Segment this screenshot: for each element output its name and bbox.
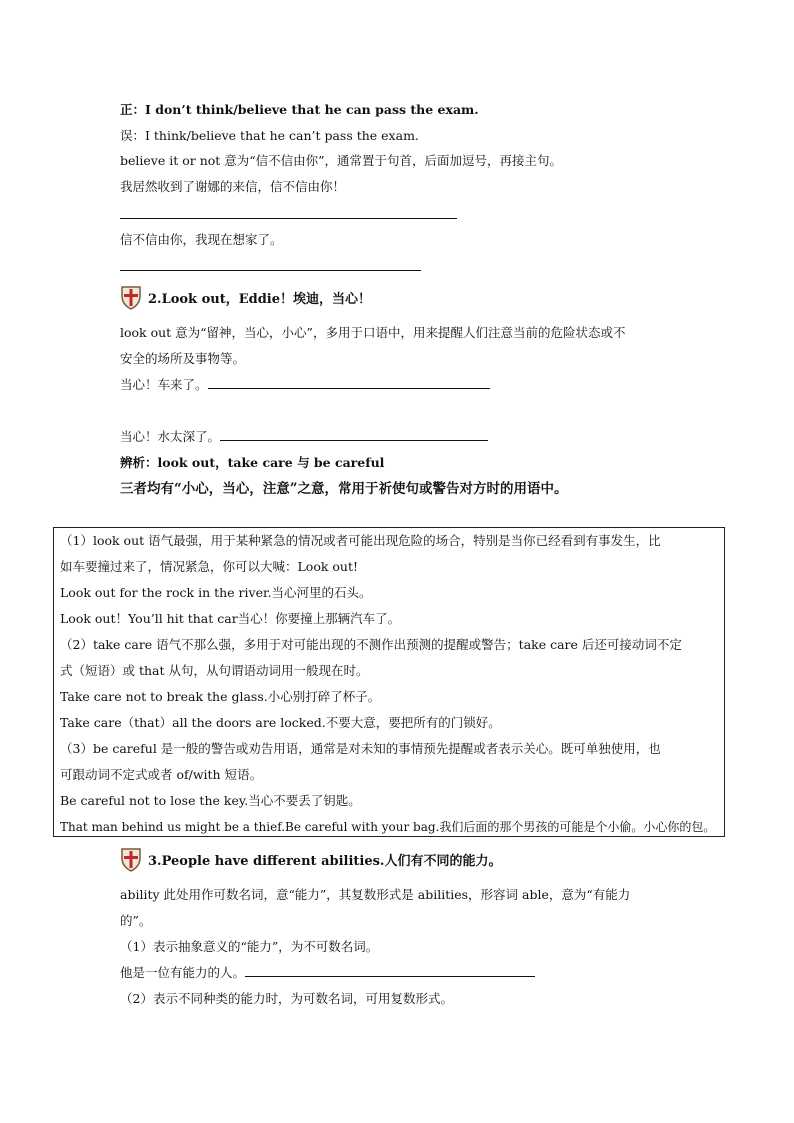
- box-line: Be careful not to lose the key.当心不要丢了钥匙。: [60, 793, 361, 808]
- box-line: 式（短语）或 that 从句，从句谓语动词用一般现在时。: [60, 663, 369, 678]
- exercise-sentence: 当心！车来了。: [120, 376, 490, 394]
- wrong-sentence: 误：I think/believe that he can’t pass the exam.: [120, 128, 419, 143]
- answer-blank[interactable]: [120, 270, 421, 271]
- comparison-box: [53, 527, 725, 837]
- section-heading: [120, 845, 501, 873]
- analysis-heading: 辨析：look out，take care 与 be careful: [120, 455, 385, 470]
- explanation-text: 的”。: [120, 913, 152, 928]
- shield-cross-icon: [120, 284, 142, 310]
- box-line: Take care not to break the glass.小心别打碎了杯子。: [60, 689, 381, 704]
- explanation-text: ability 此处用作可数名词，意“能力”，其复数形式是 abilities，形容词 able，意为“有能力: [120, 887, 631, 902]
- exercise-sentence: 我居然收到了谢娜的来信，信不信由你！: [120, 179, 346, 194]
- exercise-sentence: 当心！水太深了。: [120, 428, 488, 446]
- box-line: Take care（that）all the doors are locked.不要大意，要把所有的门锁好。: [60, 715, 501, 730]
- box-line: 如车要撞过来了，情况紧急，你可以大喊：Look out!: [60, 559, 359, 574]
- point-text: （1）表示抽象意义的“能力”，为不可数名词。: [120, 939, 379, 954]
- section-title: 2.Look out，Eddie！埃迪，当心！: [148, 291, 372, 307]
- box-line: That man behind us might be a thief.Be careful with your bag.我们后面的那个男孩的可能是个小偷。小心你的包。: [60, 820, 716, 834]
- explanation-text: look out 意为“留神，当心，小心”，多用于口语中，用来提醒人们注意当前的危险状态或不: [120, 325, 626, 340]
- section-title: 3.People have different abilities.人们有不同的能力。: [148, 853, 502, 869]
- box-line: 可跟动词不定式或者 of/with 短语。: [60, 767, 263, 782]
- answer-blank[interactable]: [120, 218, 457, 219]
- believe-note: believe it or not 意为“信不信由你”，通常置于句首，后面加逗号，再接主句。: [120, 153, 563, 168]
- point-text: （2）表示不同种类的能力时，为可数名词，可用复数形式。: [120, 991, 453, 1006]
- shield-cross-icon: [120, 846, 142, 872]
- exercise-sentence: 他是一位有能力的人。: [120, 964, 535, 982]
- answer-blank[interactable]: [220, 428, 488, 441]
- answer-blank[interactable]: [245, 964, 535, 977]
- correct-sentence: 正：I don’t think/believe that he can pass the exam.: [120, 102, 479, 117]
- exercise-sentence: 信不信由你，我现在想家了。: [120, 232, 283, 247]
- box-line: （2）take care 语气不那么强，多用于对可能出现的不测作出预测的提醒或警告；take care 后还可接动词不定: [60, 637, 682, 652]
- section-heading: [120, 283, 371, 311]
- box-line: （1）look out 语气最强，用于某种紧急的情况或者可能出现危险的场合，特别是当你已经看到有事发生，比: [60, 533, 661, 548]
- answer-blank[interactable]: [208, 376, 490, 389]
- summary-text: 三者均有“小心，当心，注意”之意，常用于祈使句或警告对方时的用语中。: [120, 481, 568, 497]
- box-line: Look out！You’ll hit that car当心！你要撞上那辆汽车了。: [60, 611, 401, 626]
- box-line: Look out for the rock in the river.当心河里的石头。: [60, 585, 372, 600]
- explanation-text: 安全的场所及事物等。: [120, 351, 246, 366]
- box-line: （3）be careful 是一般的警告或劝告用语，通常是对未知的事情预先提醒或者表示关心。既可单独使用，也: [60, 741, 661, 756]
